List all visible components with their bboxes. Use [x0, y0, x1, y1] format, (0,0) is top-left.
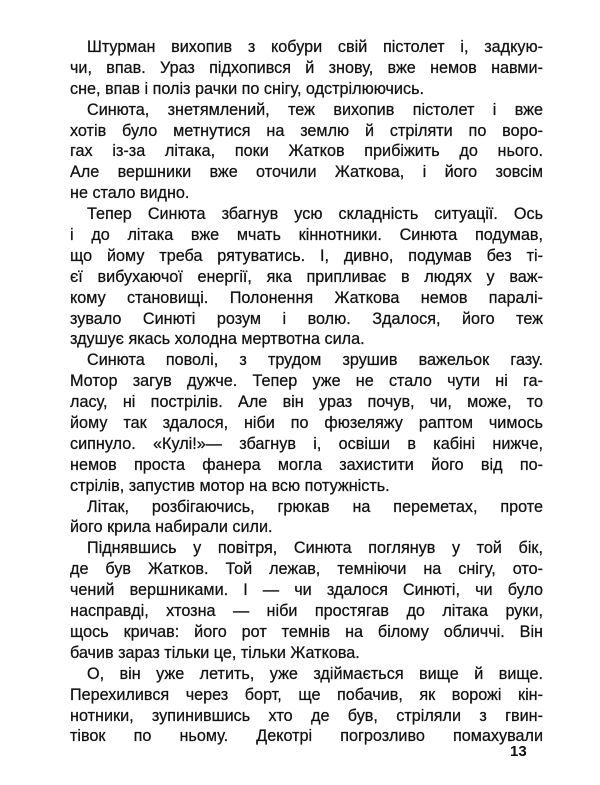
page-body [70, 37, 543, 747]
text-line: Синюта поволі, з трудом зрушив важельок газу. [87, 351, 543, 370]
paragraph [70, 204, 543, 350]
text-line: немов проста фанера могла захистити його від по- [70, 455, 543, 474]
text-line: чи, впав. Ураз підхопився й знову, вже немов навми- [70, 58, 543, 77]
text-line: гах із-за літака, поки Жатков прибіжить до нього. [70, 142, 543, 161]
paragraph [70, 37, 543, 100]
text-line: кому становищі. Полонення Жаткова немов паралі- [70, 288, 543, 307]
text-line: нотники, зупинившись хто де був, стріляли з гвин- [70, 706, 543, 725]
text-line: здушує якась холодна мертвотна сила. [70, 330, 365, 349]
text-line: Синюта, знетямлений, теж вихопив пістолет і вже [87, 100, 543, 119]
text-line: йому так здалося, ніби по фюзеляжу раптом чимось [70, 414, 543, 433]
text-line: Але вершники вже оточили Жаткова, і його зовсім [70, 163, 543, 182]
text-line: Тепер Синюта збагнув усю складність ситуації. Ось [87, 205, 543, 224]
page-number: 13 [510, 743, 527, 760]
paragraph [70, 350, 543, 496]
text-line: Перехилився через борт, ще побачив, як ворожі кін- [70, 685, 543, 704]
text-line: бачив зараз тільки це, тільки Жаткова. [70, 643, 360, 662]
text-line: де був Жатков. Той лежав, темніючи на снігу, ото- [70, 560, 543, 579]
text-line: насправді, хтозна — ніби простягав до літака руки, [70, 602, 543, 621]
paragraph [70, 664, 543, 748]
text-line: і до літака вже мчать кіннотники. Синюта подумав, [70, 226, 543, 245]
text-line: Мотор загув дужче. Тепер уже не стало чути ні га- [70, 372, 543, 391]
paragraph [70, 497, 543, 539]
text-line: не стало видно. [70, 184, 190, 203]
text-line: чений вершниками. І — чи здалося Синюті, чи було [70, 581, 543, 600]
text-line: його крила набирали сили. [70, 518, 273, 537]
text-line: Піднявшись у повітря, Синюта поглянув у той бік, [87, 539, 543, 558]
text-line: стрілів, запустив мотор на всю потужність. [70, 476, 390, 495]
text-line: ласу, ні пострілів. Але він ураз почув, чи, може, то [70, 393, 543, 412]
text-line: зувало Синюті розум і волю. Здалося, його теж [70, 309, 543, 328]
paragraph [70, 100, 543, 204]
text-line: тівок по ньому. Декотрі погрозливо помахували [70, 727, 543, 746]
paragraph [70, 538, 543, 663]
text-line: Літак, розбігаючись, грюкав на переметах, проте [87, 497, 543, 516]
text-line: що йому треба рятуватись. І, дивно, подумав без ті- [70, 246, 543, 265]
text-line: щось кричав: його рот темнів на білому обличчі. Він [70, 622, 543, 641]
text-line: сипнуло. «Кулі!»— збагнув і, освіши в кабіні нижче, [70, 434, 543, 453]
text-line: єї вибухаючої енергії, яка припливає в людях у важ- [70, 267, 543, 286]
text-line: хотів було метнутися на землю й стріляти по воро- [70, 121, 543, 140]
text-line: сне, впав і поліз рачки по снігу, одстрілюючись. [70, 79, 425, 98]
text-line: Штурман вихопив з кобури свій пістолет і, задкую- [87, 38, 543, 56]
text-line: О, він уже летить, уже здіймається вище й вище. [87, 664, 543, 683]
